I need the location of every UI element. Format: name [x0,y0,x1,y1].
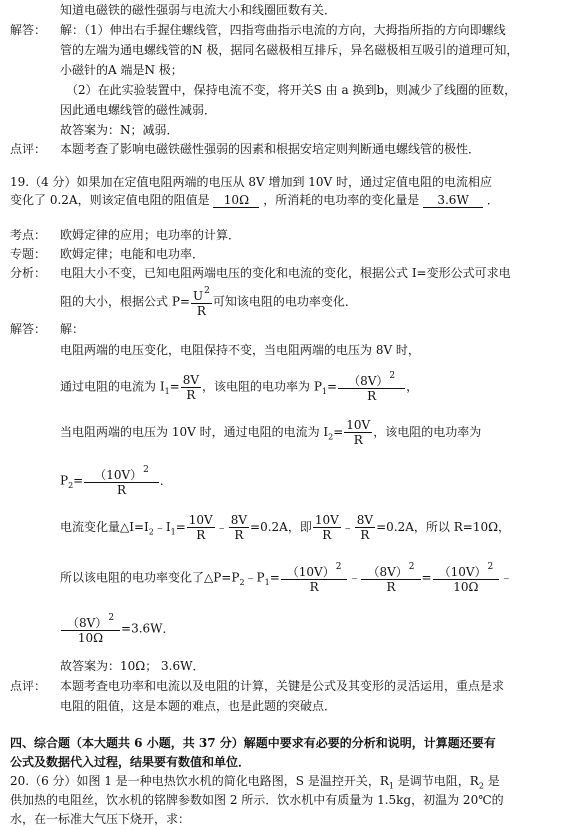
q18-comment-label: 点评： [10,142,47,156]
power-fraction-8v: $\frac{(8V)^2}{R}$ [338,372,405,402]
q19-knowledge-label: 考点： [10,228,47,242]
q19-step5: 电流变化量$\triangle I=I_2﹣I_1=$ $\frac{10V}{R}$ ﹣ $\frac{8V}{R}$ =0.2A，即 $\frac{10V}{R}$ ﹣ $\frac{8V}{R}$ =0.2A，所以 R=10Ω， [60,513,511,542]
q19-comment-line1: 本题考查电功率和电流以及电阻的计算，关键是公式及其变形的灵活运用，重点是求 [60,679,505,693]
q18-solution-line5: 因此通电螺线管的磁性减弱． [60,103,217,117]
q19-topic-label: 专题： [10,247,47,261]
q18-comment: 本题考查了影响电磁铁磁性强弱的因素和根据安培定则判断通电螺线管的极性． [60,142,481,156]
q18-answer-label: 解答： [10,23,47,37]
q18-solution-line3: 小磁针的A 端是N 极； [60,63,183,77]
q19-topic: 欧姆定律；电能和电功率． [60,247,205,261]
q18-final-answer: 故答案为：N；减弱． [60,123,179,137]
q18-solution-line2: 管的左端为通电螺线管的N 极，据同名磁极相互排斥，异名磁极相互吸引的道理可知， [60,43,519,57]
section4-title-line2: 公式及数据代入过程，结果要有数值和单位． [10,755,251,769]
q19-step3: 当电阻两端的电压为 10V 时，通过电阻的电流为 $I_2=$ $\frac{10V}{R}$ ，该电阻的电功率为 [60,418,482,447]
q19-analysis-label: 分析： [10,266,47,280]
q19-answer-label: 解答： [10,322,47,336]
q20-stem-line3: 水，在一标准大气压下烧开，求： [10,812,191,826]
q19-step6: 所以该电阻的电功率变化了$\triangle P=P_2﹣P_1=$ $\frac{(10V)^2}{R}$ ﹣ $\frac{(8V)^2}{R}$ = $\frac{(10V)^2}{10\Omega}$ ﹣ [60,562,513,594]
q19-analysis-line2: 阻的大小，根据公式 P= $\frac{U^2}{R}$ 可知该电阻的电功率变化． [60,286,357,318]
q19-step2: 通过电阻的电流为 $I_1=$ $\frac{8V}{R}$ ，该电阻的电功率为 $P_1=$ $\frac{(8V)^2}{R}$ ， [60,371,419,403]
q19-solution-start: 解： [60,322,85,336]
q18-solution-line1: 解：（1）伸出右手握住螺线管，四指弯曲指示电流的方向，大拇指所指的方向即螺线 [60,23,506,37]
q19-analysis-line1: 电阻大小不变，已知电阻两端电压的变化和电流的变化，根据公式 I=变形公式可求电 [60,266,511,280]
q19-answer-blank-resistance: 10Ω [213,194,259,208]
q19-knowledge: 欧姆定律的应用；电功率的计算． [60,228,241,242]
q19-stem-line2: 变化了 0.2A，则该定值电阻的阻值是 10Ω ，所消耗的电功率的变化量是 3.6W ． [10,193,499,207]
current-fraction-10v: $\frac{10V}{R}$ [346,418,371,447]
power-fraction-10v: $\frac{(10V)^2}{R}$ [84,466,159,496]
q19-step4: $P_2=$ $\frac{(10V)^2}{R}$ ． [60,465,172,497]
q19-comment-line2: 电阻的阻值，这是本题的难点，也是此题的突破点． [60,699,337,713]
q19-stem-line1: 19.（4 分）如果加在定值电阻两端的电压从 8V 增加到 10V 时，通过定值电阻的电流相应 [10,175,493,189]
q19-answer-blank-power: 3.6W [423,194,483,208]
q18-solution-line4: （2）在此实验装置中，保持电流不变，将开关S 由 a 换到b，则减少了线圈的匝数， [66,83,517,97]
power-formula-fraction: $\frac{U^2}{R}$ [192,286,210,318]
q19-final-answer: 故答案为：10Ω； 3.6W． [60,659,205,673]
q19-step1: 电阻两端的电压变化，电阻保持不变，当电阻两端的电压为 8V 时， [60,343,420,357]
q20-stem-line2: 供加热的电阻丝，饮水机的铭牌参数如图 2 所示．饮水机中有质量为 1.5kg，初温为 20℃的 [10,793,504,807]
q18-analysis-tail: 知道电磁铁的磁性强弱与电流大小和线圈匝数有关． [60,3,337,17]
q19-step7: $\frac{(8V)^2}{10\Omega}$ =3.6W． [60,614,175,644]
q20-stem-line1: 20.（6 分）如图 1 是一种电热饮水机的简化电路图，S 是温控开关，$R_1$ 是调节电阻，$R_2$ 是 [10,774,500,791]
q19-comment-label: 点评： [10,679,47,693]
section4-title-line1: 四、综合题（本大题共 6 小题，共 37 分）解题中要求有必要的分析和说明，计算题还要有 [10,736,496,750]
current-fraction-8v: $\frac{8V}{R}$ [182,372,200,402]
